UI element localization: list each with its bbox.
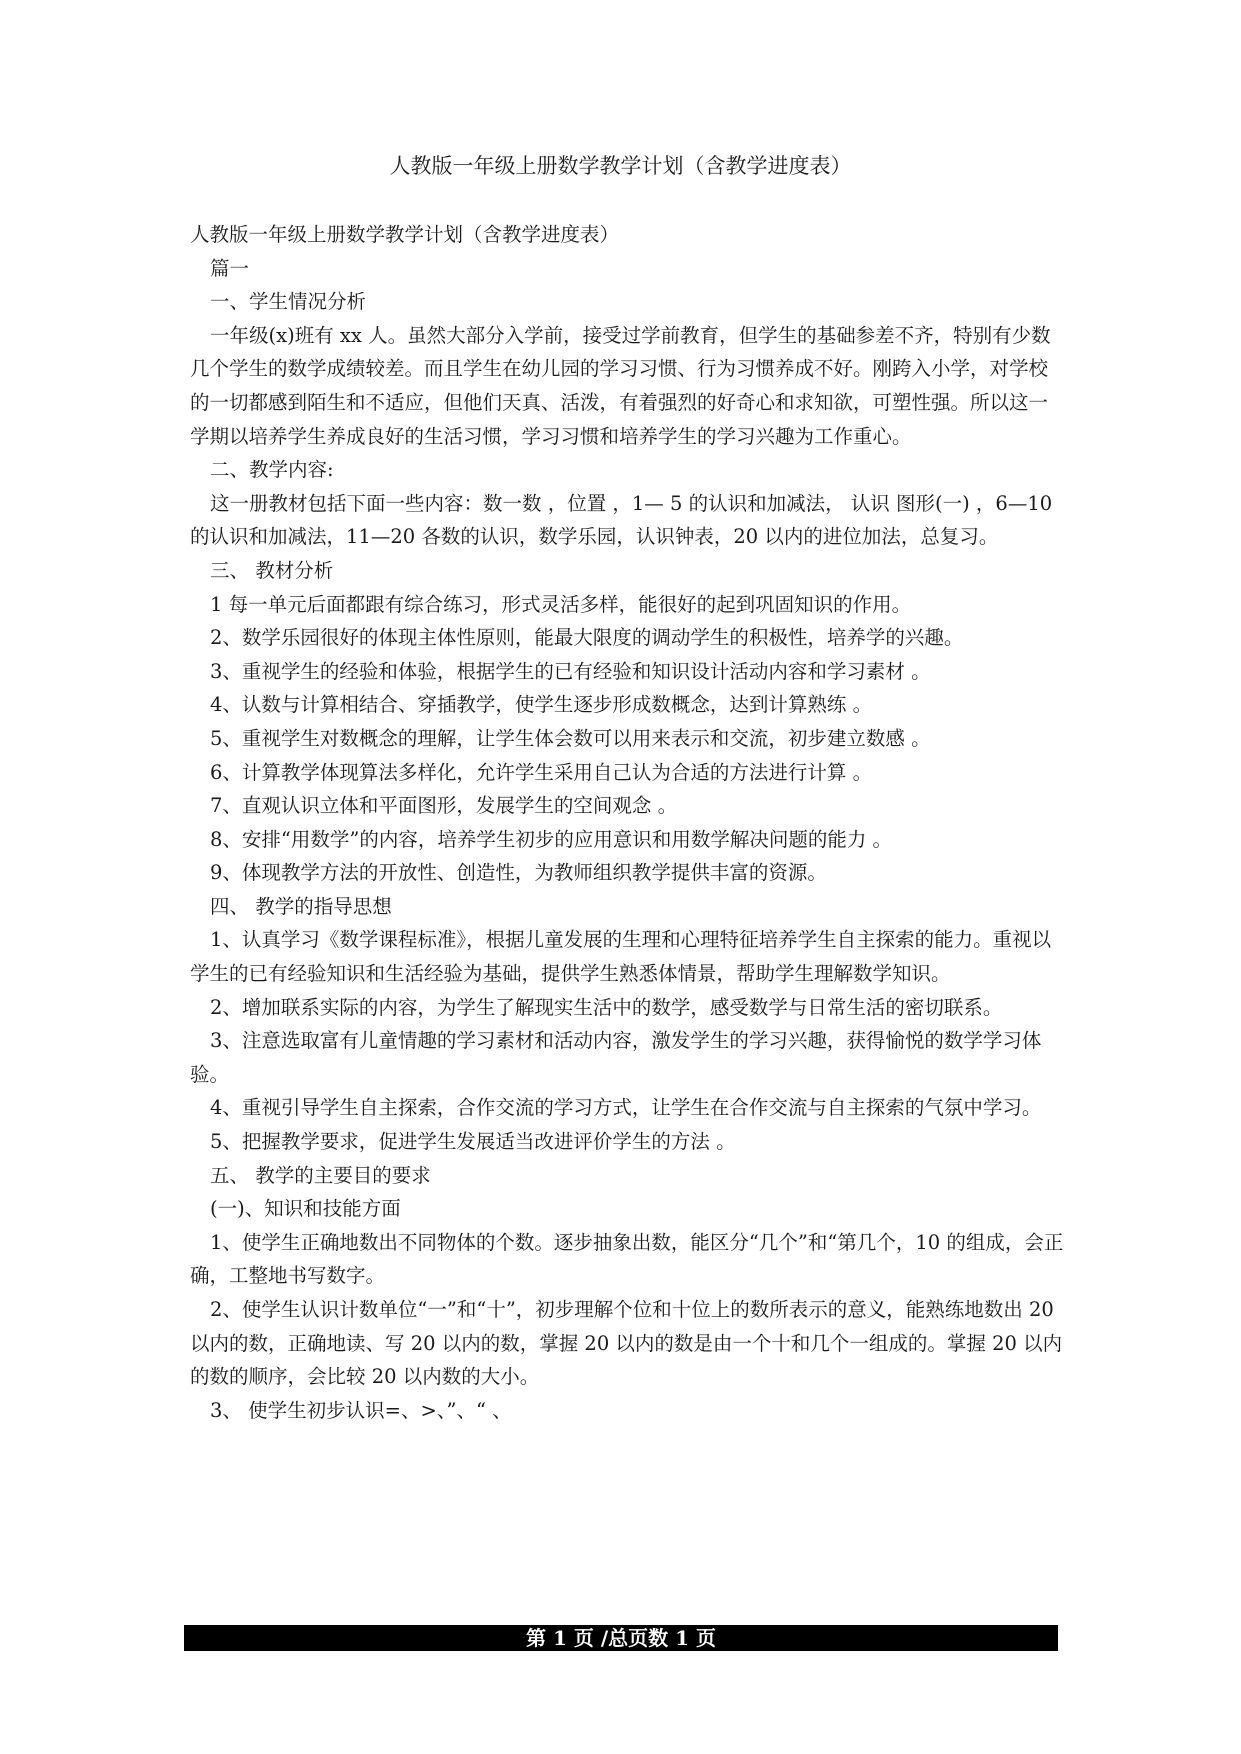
document-body [190,218,1065,1427]
paragraph: 1、认真学习《数学课程标准》，根据儿童发展的生理和心理特征培养学生自主探索的能力。重视以学生的已有经验知识和生活经验为基础，提供学生熟悉体情景，帮助学生理解数学知识。 [190,928,1052,986]
paragraph: 篇一 [210,256,250,280]
paragraph: 9、体现教学方法的开放性、创造性，为教师组织教学提供丰富的资源。 [210,861,827,885]
page-footer: 第 1 页 /总页数 1 页 [184,1625,1058,1651]
paragraph: 一、学生情况分析 [210,290,367,314]
paragraph: 3、 使学生初步认识=、>、”、“ 、 [210,1398,512,1422]
paragraph: 2、使学生认识计数单位“一”和“十”，初步理解个位和十位上的数所表示的意义，能熟练地数出 20 以内的数，正确地读、写 20 以内的数，掌握 20 以内的数是由一个十和几个一组成的。掌握 20 以内的数的顺序，会比较 20 以内数的大小。 [190,1298,1063,1389]
paragraph: 7、直观认识立体和平面图形，发展学生的空间观念 。 [210,794,678,818]
paragraph: 3、注意选取富有儿童情趣的学习素材和活动内容，激发学生的学习兴趣，获得愉悦的数学学习体验。 [190,1029,1042,1086]
paragraph: 4、重视引导学生自主探索，合作交流的学习方式，让学生在合作交流与自主探索的气氛中学习。 [210,1096,1042,1120]
paragraph: 这一册教材包括下面一些内容：数一数 ，位置 ，1— 5 的认识和加减法， 认识 图形(一) ，6—10 的认识和加减法，11—20 各数的认识，数学乐园，认识钟表，20 以内的进位加法，总复习。 [190,491,1053,549]
paragraph: 6、计算教学体现算法多样化，允许学生采用自己认为合适的方法进行计算 。 [210,760,873,784]
paragraph: 一年级(x)班有 xx 人。虽然大部分入学前，接受过学前教育，但学生的基础参差不齐，特别有少数几个学生的数学成绩较差。而且学生在幼儿园的学习习惯、行为习惯养成不好。刚跨入小学，对学校的一切都感到陌生和不适应，但他们天真、活泼，有着强烈的好奇心和求知欲，可塑性强。所以这一学期以培养学生养成良好的生活习惯，学习习惯和培养学生的学习兴趣为工作重心。 [190,323,1051,448]
paragraph: 8、安排“用数学”的内容，培养学生初步的应用意识和用数学解决问题的能力 。 [210,827,893,851]
paragraph: 四、 教学的指导思想 [210,894,392,918]
paragraph: 1 每一单元后面都跟有综合练习，形式灵活多样，能很好的起到巩固知识的作用。 [210,592,912,616]
paragraph: 人教版一年级上册数学教学计划（含教学进度表） [190,223,620,246]
paragraph: 5、重视学生对数概念的理解，让学生体会数可以用来表示和交流，初步建立数感 。 [210,726,931,750]
paragraph: 二、教学内容: [210,458,334,482]
paragraph: 2、数学乐园很好的体现主体性原则，能最大限度的调动学生的积极性，培养学的兴趣。 [210,626,964,650]
paragraph: 5、把握教学要求，促进学生发展适当改进评价学生的方法 。 [210,1130,736,1154]
paragraph: 三、 教材分析 [210,558,334,582]
paragraph: 1、使学生正确地数出不同物体的个数。逐步抽象出数，能区分“几个”和“第几个，10 的组成，会正确，工整地书写数字。 [190,1230,1064,1288]
paragraph: 2、增加联系实际的内容，为学生了解现实生活中的数学，感受数学与日常生活的密切联系。 [210,995,1003,1019]
document-title: 人教版一年级上册数学教学计划（含教学进度表） [389,154,852,178]
paragraph: 五、 教学的主要目的要求 [210,1163,431,1187]
paragraph: 3、重视学生的经验和体验，根据学生的已有经验和知识设计活动内容和学习素材 。 [210,659,931,683]
paragraph: 4、认数与计算相结合、穿插教学，使学生逐步形成数概念，达到计算熟练 。 [210,693,873,717]
paragraph: (一)、知识和技能方面 [210,1197,401,1221]
